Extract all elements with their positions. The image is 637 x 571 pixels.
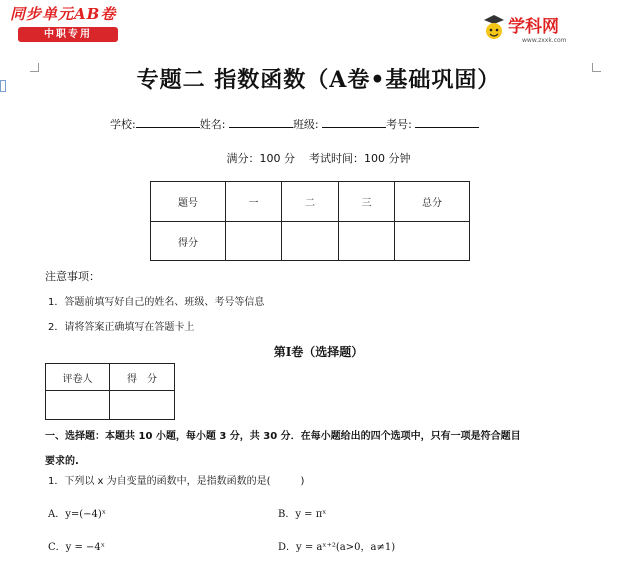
score-cell[interactable] [395, 222, 470, 261]
score-header-cell: 二 [282, 182, 339, 222]
grader-table [45, 363, 175, 420]
grader-cell[interactable] [46, 391, 110, 420]
brand-title: 同步单元AB卷 [10, 5, 117, 23]
score-header-cell: 三 [339, 182, 395, 222]
brand-tag: 中职专用 [18, 27, 118, 42]
class-blank[interactable] [322, 116, 386, 128]
score-header-cell: 一 [226, 182, 282, 222]
name-label: 姓名: [199, 118, 226, 131]
brand-header [10, 3, 130, 42]
site-logo [482, 14, 592, 46]
notice-item: 2．请将答案正确填写在答题卡上 [48, 322, 195, 333]
score-cell[interactable] [282, 222, 339, 261]
score-header-cell: 题号 [151, 182, 226, 222]
student-info-row [110, 116, 479, 132]
part1-instructions-cont: 要求的. [45, 456, 79, 467]
score-table [150, 181, 470, 261]
option-d[interactable]: D．y = aˣ⁺²(a>0，a≠1) [278, 542, 396, 553]
document-title: 专题二 指数函数（A卷•基础巩固） [136, 67, 501, 93]
exam-time: 考试时间：100 分钟 [309, 152, 411, 165]
logo-text: 学科网 [508, 17, 559, 37]
mascot-icon [482, 14, 506, 44]
number-label: 考号: [386, 118, 412, 131]
option-b[interactable]: B．y = πˣ [278, 509, 327, 520]
grader-cell[interactable] [110, 391, 175, 420]
question-stem: 1．下列以 x 为自变量的函数中，是指数函数的是( ) [48, 476, 305, 487]
notice-title: 注意事项： [45, 270, 100, 283]
class-label: 班级: [292, 118, 319, 131]
logo-url: www.zxxk.com [522, 37, 567, 44]
name-blank[interactable] [229, 116, 293, 128]
grader-header-cell: 得 分 [110, 364, 175, 391]
number-blank[interactable] [415, 116, 479, 128]
grader-header-cell: 评卷人 [46, 364, 110, 391]
score-cell[interactable] [339, 222, 395, 261]
option-c[interactable]: C．y = −4ˣ [48, 542, 106, 553]
school-blank[interactable] [136, 116, 200, 128]
score-header-cell: 总分 [395, 182, 470, 222]
section-title: 第Ⅰ卷（选择题） [273, 345, 364, 359]
exam-info [0, 150, 637, 166]
option-a[interactable]: A．y=(−4)ˣ [48, 509, 107, 520]
notice-item: 1．答题前填写好自己的姓名、班级、考号等信息 [48, 297, 265, 308]
school-label: 学校: [110, 118, 136, 131]
score-cell[interactable] [226, 222, 282, 261]
full-score: 满分：100 分 [226, 152, 295, 165]
part1-instructions: 一、选择题：本题共 10 小题，每小题 3 分，共 30 分．在每小题给出的四个选项中，只有一项是符合题目 [45, 431, 521, 442]
score-row-label: 得分 [151, 222, 226, 261]
